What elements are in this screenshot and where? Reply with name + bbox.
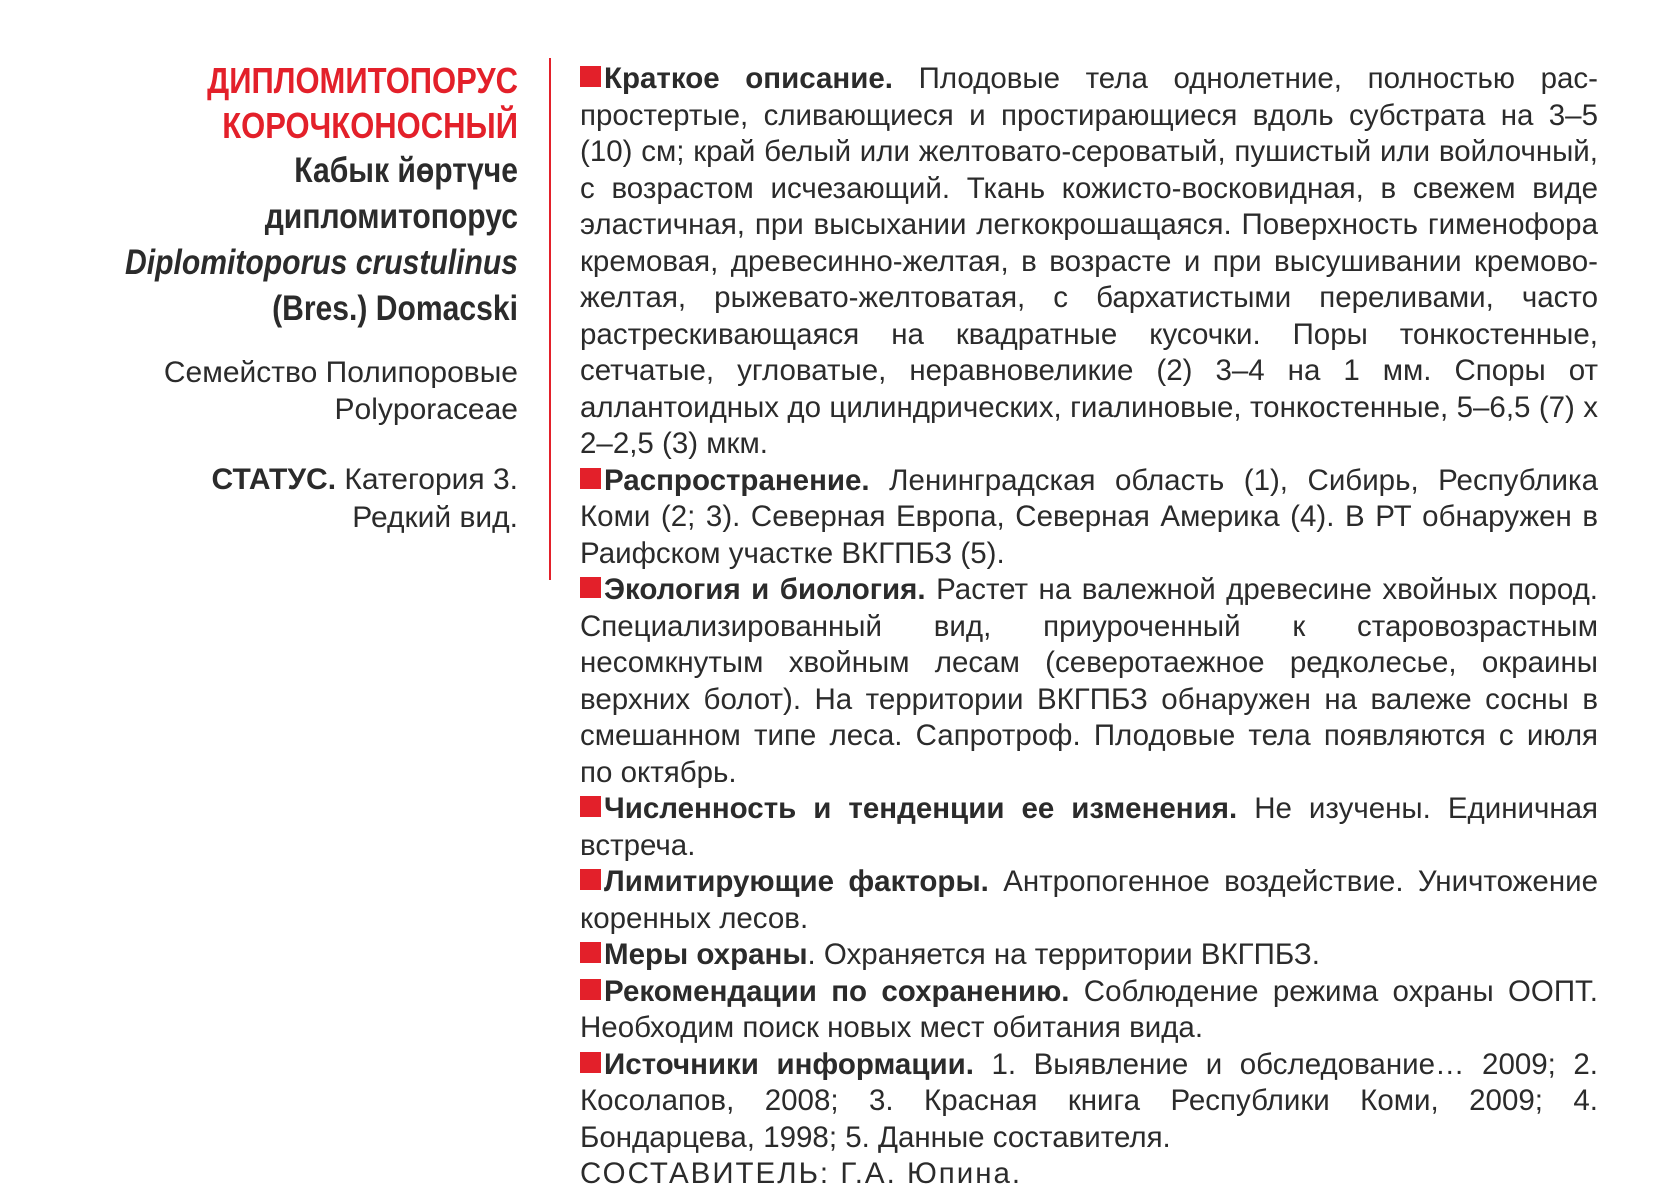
status-label: СТАТУС. [211, 463, 337, 496]
section-text: Антропогенное воздействие. Уничтожение коренных лесов. [580, 865, 1598, 935]
section-text: Ленинградская область (1), Сибирь, Республика Коми (2; 3). Северная Европа, Северная Америка (4). В РТ обнаружен в Раифском участке ВКГПБЗ (5). [580, 463, 1598, 570]
compiler-line: СОСТАВИТЕЛЬ: Г.А. Юпина. [580, 1157, 1023, 1190]
section-text: . Охраняется на территории ВКГПБЗ. [807, 938, 1320, 971]
red-square-bullet [580, 869, 601, 890]
section-text: Плодовые тела однолетние, полностью распростертые, сливающиеся и простирающиеся вдоль субстрата на 3–5 (10) см; край белый или желтовато-сероватый, пушистый или войлочный, с возрастом исчезающий. Ткань кожисто-восковидная, в свежем виде эластичная, при высыхании легкокрошащаяся. Поверхность гименофора кремовая, древесинно-желтая, в возрасте и при высушивании кремово-желтая, рыжевато-желтоватая, с бархатистыми переливами, часто растрескивающаяся на квадратные кусочки. Поры тонкостенные, сетчатые, угловатые, неравновеликие (2) 3–4 на 1 мм. Споры от аллантоидных до цилиндрических, гиалиновые, тонкостенные, 5–6,5 (7) х 2–2,5 (3) мкм. [580, 62, 1598, 460]
section-heading: Рекомендации по сохранению. [604, 974, 1070, 1008]
species-name-tatar [124, 148, 518, 240]
section-sources [580, 1047, 1598, 1157]
section-heading: Краткое описание. [604, 62, 893, 95]
section-heading: Распространение. [604, 463, 870, 497]
family-russian: Семейство Полипоровые [163, 356, 518, 389]
species-name-latin [124, 240, 518, 286]
red-square-bullet [580, 796, 601, 817]
latin-name: Diplomitoporus crustulinus [125, 243, 518, 282]
section-heading: Источники информации. [604, 1047, 974, 1081]
section-recommendations [580, 974, 1598, 1047]
species-header [60, 58, 518, 537]
section-distribution [580, 463, 1598, 573]
section-description [580, 61, 1598, 463]
section-heading: Лимитирующие факторы. [604, 865, 989, 898]
tatar-name-line-2: дипломитопорус [264, 197, 518, 236]
section-abundance [580, 791, 1598, 864]
status-block [60, 461, 518, 537]
red-square-bullet [580, 66, 601, 87]
section-heading: Экология и биология. [604, 573, 926, 606]
family-block [60, 354, 518, 428]
section-text: Растет на валежной древесине хвойных пород. Специализированный вид, приуроченный к старовозрастным несомкнутым хвойным лесам (северотаежное редколесье, окраины верхних болот). На территории ВКГПБЗ обнаружен на валеже сосны в смешанном типе леса. Сапротроф. Плодовые тела появляются с июля по октябрь. [580, 573, 1598, 789]
status-line [60, 461, 518, 499]
species-author [124, 286, 518, 332]
tatar-name-line-1: Кабык йөртүче [294, 151, 518, 190]
red-square-bullet [580, 979, 601, 1000]
species-title-russian [124, 58, 518, 148]
family-latin: Polyporaceae [334, 393, 518, 426]
section-ecology [580, 572, 1598, 791]
section-text: 1. Выявление и обследование… 2009; 2. Косолапов, 2008; 3. Красная книга Республики Коми, 2009; 4. Бондарцева, 1998; 5. Данные составителя. [580, 1047, 1598, 1154]
red-square-bullet [580, 577, 601, 598]
vertical-divider [549, 58, 551, 580]
status-category: Категория 3. [344, 463, 518, 496]
section-text: Соблюдение режима охраны ООПТ. Необходим поиск новых мест обитания вида. [580, 974, 1598, 1044]
title-line-2: КОРОЧКОНОСНЫЙ [222, 105, 518, 146]
author-text: (Bres.) Domacski [272, 289, 518, 328]
title-line-1: ДИПЛОМИТОПОРУС [207, 60, 518, 101]
species-description [580, 61, 1598, 1193]
section-text: Не изучены. Единичная встреча. [580, 792, 1598, 862]
red-square-bullet [580, 468, 601, 489]
section-limiting-factors [580, 864, 1598, 937]
section-heading: Меры охраны [604, 938, 808, 971]
section-heading: Численность и тенденции ее изменения. [604, 792, 1238, 825]
status-text: Редкий вид. [352, 501, 518, 534]
red-square-bullet [580, 942, 601, 963]
section-protection-measures [580, 937, 1598, 974]
red-square-bullet [580, 1052, 601, 1073]
